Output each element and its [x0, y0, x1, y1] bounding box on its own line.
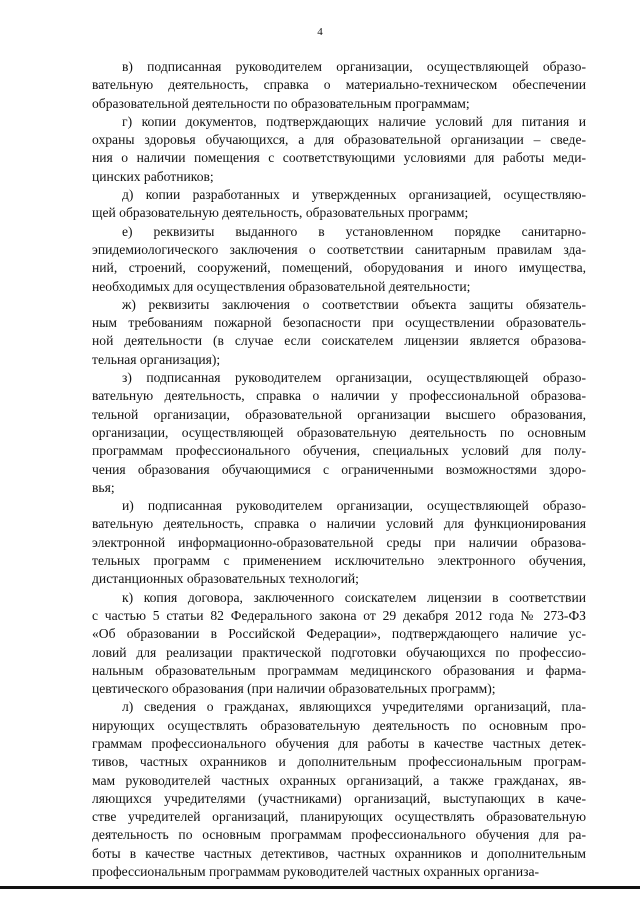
text-line: ловий для реализации практической подготовки обучающихся по профессио- — [92, 644, 586, 660]
text-line: г) копии документов, подтверждающих наличие условий для питания и — [122, 113, 586, 129]
text-line: вья; — [92, 479, 115, 495]
text-line: цевтического образования (при наличии образовательных программ); — [92, 681, 496, 697]
text-line: в) подписанная руководителем организации, осуществляющей образо- — [122, 59, 586, 74]
paragraph-d — [92, 186, 586, 223]
text-line: ной деятельности (в случае если соискателем лицензии является образова- — [92, 333, 586, 349]
text-line: цинских работников; — [92, 168, 214, 184]
document-body — [92, 58, 586, 881]
text-line: программам профессионального обучения, специальных условий для полу- — [92, 443, 586, 459]
text-line: образовательной деятельности по образовательным программам; — [92, 95, 470, 111]
text-line: эпидемиологического заключения о соответствии санитарным правилам зда- — [92, 241, 586, 257]
text-line: л) сведения о гражданах, являющихся учредителями организаций, пла- — [122, 699, 586, 715]
text-line: необходимых для осуществления образовательной деятельности; — [92, 278, 471, 294]
text-line: тельная организация); — [92, 351, 221, 367]
text-line: деятельность по основным программам профессионального обучения для ра- — [92, 827, 586, 843]
paragraph-e — [92, 223, 586, 296]
text-line: нальным образовательным программам медицинского образования и фарма- — [92, 662, 586, 678]
text-line: боты в качестве частных детективов, частных охранников и дополнительным — [92, 845, 586, 861]
text-line: охраны здоровья обучающихся, а для образовательной организации – сведе- — [92, 132, 586, 148]
text-line: тивов, частных охранников и дополнительным профессиональным програм- — [92, 754, 586, 770]
bottom-rule — [0, 886, 640, 889]
text-line: ж) реквизиты заключения о соответствии объекта защиты обязатель- — [122, 296, 586, 312]
text-line: мам руководителей частных охранных организаций, а также гражданах, яв- — [92, 772, 586, 788]
text-line: нирующих осуществлять образовательную деятельность по основным про- — [92, 717, 586, 733]
text-line: д) копии разработанных и утвержденных организацией, осуществляю- — [122, 187, 586, 203]
text-line: тельных программ с применением исключительно электронного обучения, — [92, 553, 586, 569]
text-line: тельной организации, образовательной организации высшего образования, — [92, 406, 586, 422]
paragraph-i — [92, 497, 586, 588]
page-number: 4 — [317, 26, 323, 38]
text-line: с частью 5 статьи 82 Федерального закона от 29 декабря 2012 года № 273-ФЗ — [92, 607, 586, 623]
text-line: вательную деятельность, справка о наличии у профессиональной образова- — [92, 388, 586, 404]
paragraph-z — [92, 369, 586, 497]
text-line: «Об образовании в Российской Федерации», подтверждающего наличие ус- — [92, 626, 586, 642]
text-line: электронной информационно-образовательной среды при наличии образова- — [92, 534, 586, 550]
paragraph-g — [92, 113, 586, 186]
text-line: профессиональным программам руководителей частных охранных организа- — [92, 864, 540, 880]
paragraph-v — [92, 58, 586, 113]
text-line: к) копия договора, заключенного соискателем лицензии в соответствии — [122, 589, 586, 605]
text-line: щей образовательную деятельность, образовательных программ; — [92, 205, 469, 221]
text-line: вательную деятельность, справка о материально-техническом обеспечении — [92, 77, 586, 93]
text-line: ным требованиям пожарной безопасности при осуществлении образователь- — [92, 315, 586, 331]
text-line: чения образования обучающимися с ограниченными возможностями здоро- — [92, 461, 586, 477]
text-line: вательную деятельность, справка о наличии условий для функционирования — [92, 516, 586, 532]
text-line: ний, строений, сооружений, помещений, оборудования и иного имущества, — [92, 260, 586, 276]
text-line: организации, осуществляющей образовательную деятельность по основным — [92, 424, 586, 440]
text-line: граммам профессионального обучения для работы в качестве частных детек- — [92, 735, 586, 751]
paragraph-zh — [92, 296, 586, 369]
paragraph-l — [92, 698, 586, 881]
text-line: дистанционных образовательных технологий; — [92, 571, 359, 587]
text-line: е) реквизиты выданного в установленном порядке санитарно- — [122, 223, 586, 239]
paragraph-k — [92, 589, 586, 699]
text-line: и) подписанная руководителем организации, осуществляющей образо- — [122, 498, 586, 514]
text-line: стве учредителей организаций, планирующих осуществлять образовательную — [92, 809, 586, 825]
text-line: ляющихся учредителями (участниками) организаций, выступающих в каче- — [92, 790, 586, 806]
text-line: ния о наличии помещения с соответствующими условиями для работы меди- — [92, 150, 586, 166]
text-line: з) подписанная руководителем организации, осуществляющей образо- — [122, 370, 586, 386]
